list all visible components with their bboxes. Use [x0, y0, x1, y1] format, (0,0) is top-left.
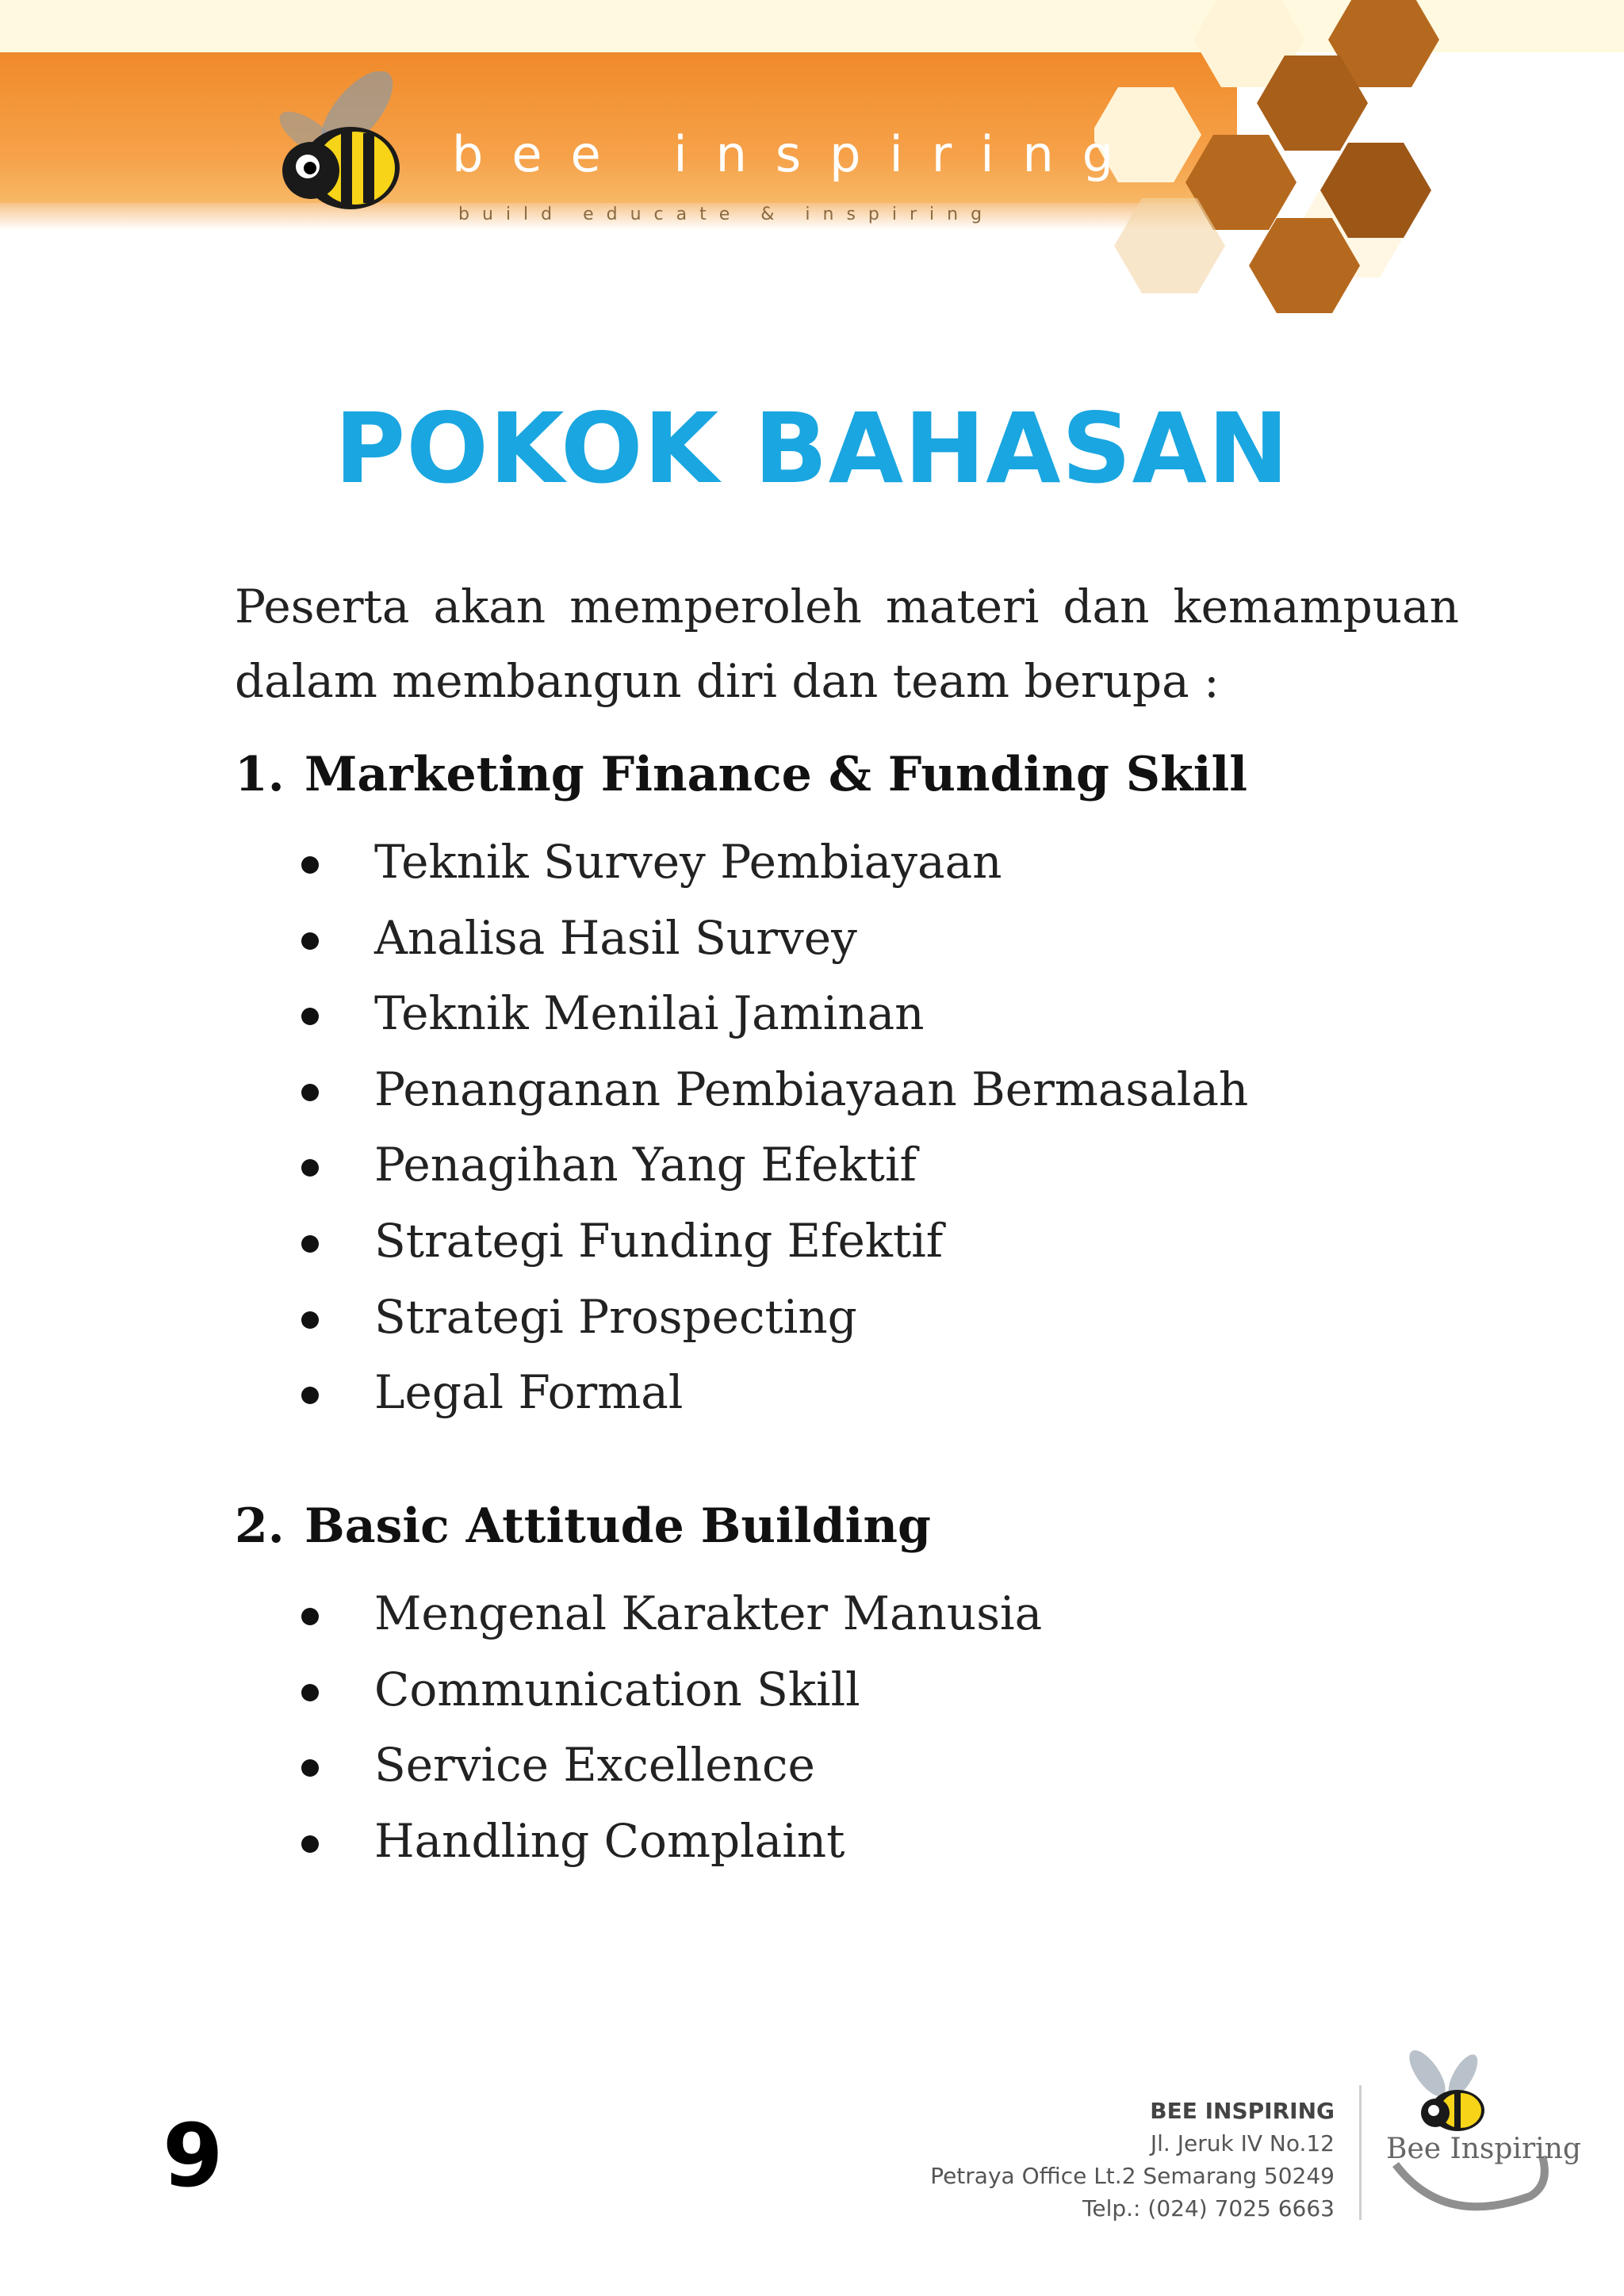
brand-tagline: build educate & inspiring — [458, 205, 995, 224]
bullet-icon — [301, 932, 319, 950]
list-item-text: Analisa Hasil Survey — [374, 910, 857, 965]
list-item-text: Strategi Funding Efektif — [374, 1213, 944, 1268]
list-item-text: Penanganan Pembiayaan Bermasalah — [374, 1062, 1249, 1116]
footer-address-line: Jl. Jeruk IV No.12 — [1150, 2130, 1335, 2156]
bullet-icon — [301, 1684, 319, 1701]
section-number: 2. — [235, 1498, 285, 1554]
footer-org-name: BEE INSPIRING — [1150, 2098, 1335, 2124]
list-item-text: Teknik Survey Pembiayaan — [374, 835, 1002, 889]
section-heading-attitude — [235, 1498, 931, 1554]
bee-logo-icon — [262, 71, 420, 230]
bullet-icon — [301, 1759, 319, 1777]
section-number: 1. — [235, 747, 285, 802]
section-heading-marketing — [235, 747, 1247, 802]
page-title: POKOK BAHASAN — [334, 392, 1290, 505]
list-item-text: Legal Formal — [374, 1365, 684, 1420]
bullet-icon — [301, 1608, 319, 1625]
honeycomb-decoration — [1094, 0, 1624, 317]
footer-logo-text: Bee Inspiring — [1386, 2133, 1581, 2165]
footer-phone: Telp.: (024) 7025 6663 — [1082, 2195, 1335, 2221]
intro-paragraph: Peserta akan memperoleh materi dan kemampuan dalam membangun diri dan team berupa : — [235, 580, 1459, 708]
footer-address-block — [930, 2095, 1335, 2225]
section-title: Basic Attitude Building — [304, 1498, 931, 1554]
section-title: Marketing Finance & Funding Skill — [304, 747, 1248, 802]
bullet-icon — [301, 1008, 319, 1025]
brand-name: bee inspiring — [452, 125, 1143, 183]
footer-address-line: Petraya Office Lt.2 Semarang 50249 — [930, 2163, 1335, 2189]
list-item-text: Strategi Prospecting — [374, 1289, 857, 1344]
list-item-text: Service Excellence — [374, 1738, 815, 1793]
bullet-icon — [301, 1084, 319, 1101]
bullet-icon — [301, 1311, 319, 1329]
list-item-text: Mengenal Karakter Manusia — [374, 1586, 1043, 1640]
footer-divider — [1359, 2085, 1362, 2220]
bullet-icon — [301, 1835, 319, 1853]
bullet-icon — [301, 1235, 319, 1253]
header-banner — [0, 0, 1624, 317]
bullet-icon — [301, 1159, 319, 1177]
list-item-text: Teknik Menilai Jaminan — [374, 986, 925, 1041]
bullet-icon — [301, 1387, 319, 1404]
list-item-text: Communication Skill — [374, 1662, 860, 1716]
bullet-icon — [301, 856, 319, 874]
list-item-text: Penagihan Yang Efektif — [374, 1138, 917, 1192]
page-number: 9 — [163, 2105, 224, 2206]
list-item-text: Handling Complaint — [374, 1813, 845, 1868]
